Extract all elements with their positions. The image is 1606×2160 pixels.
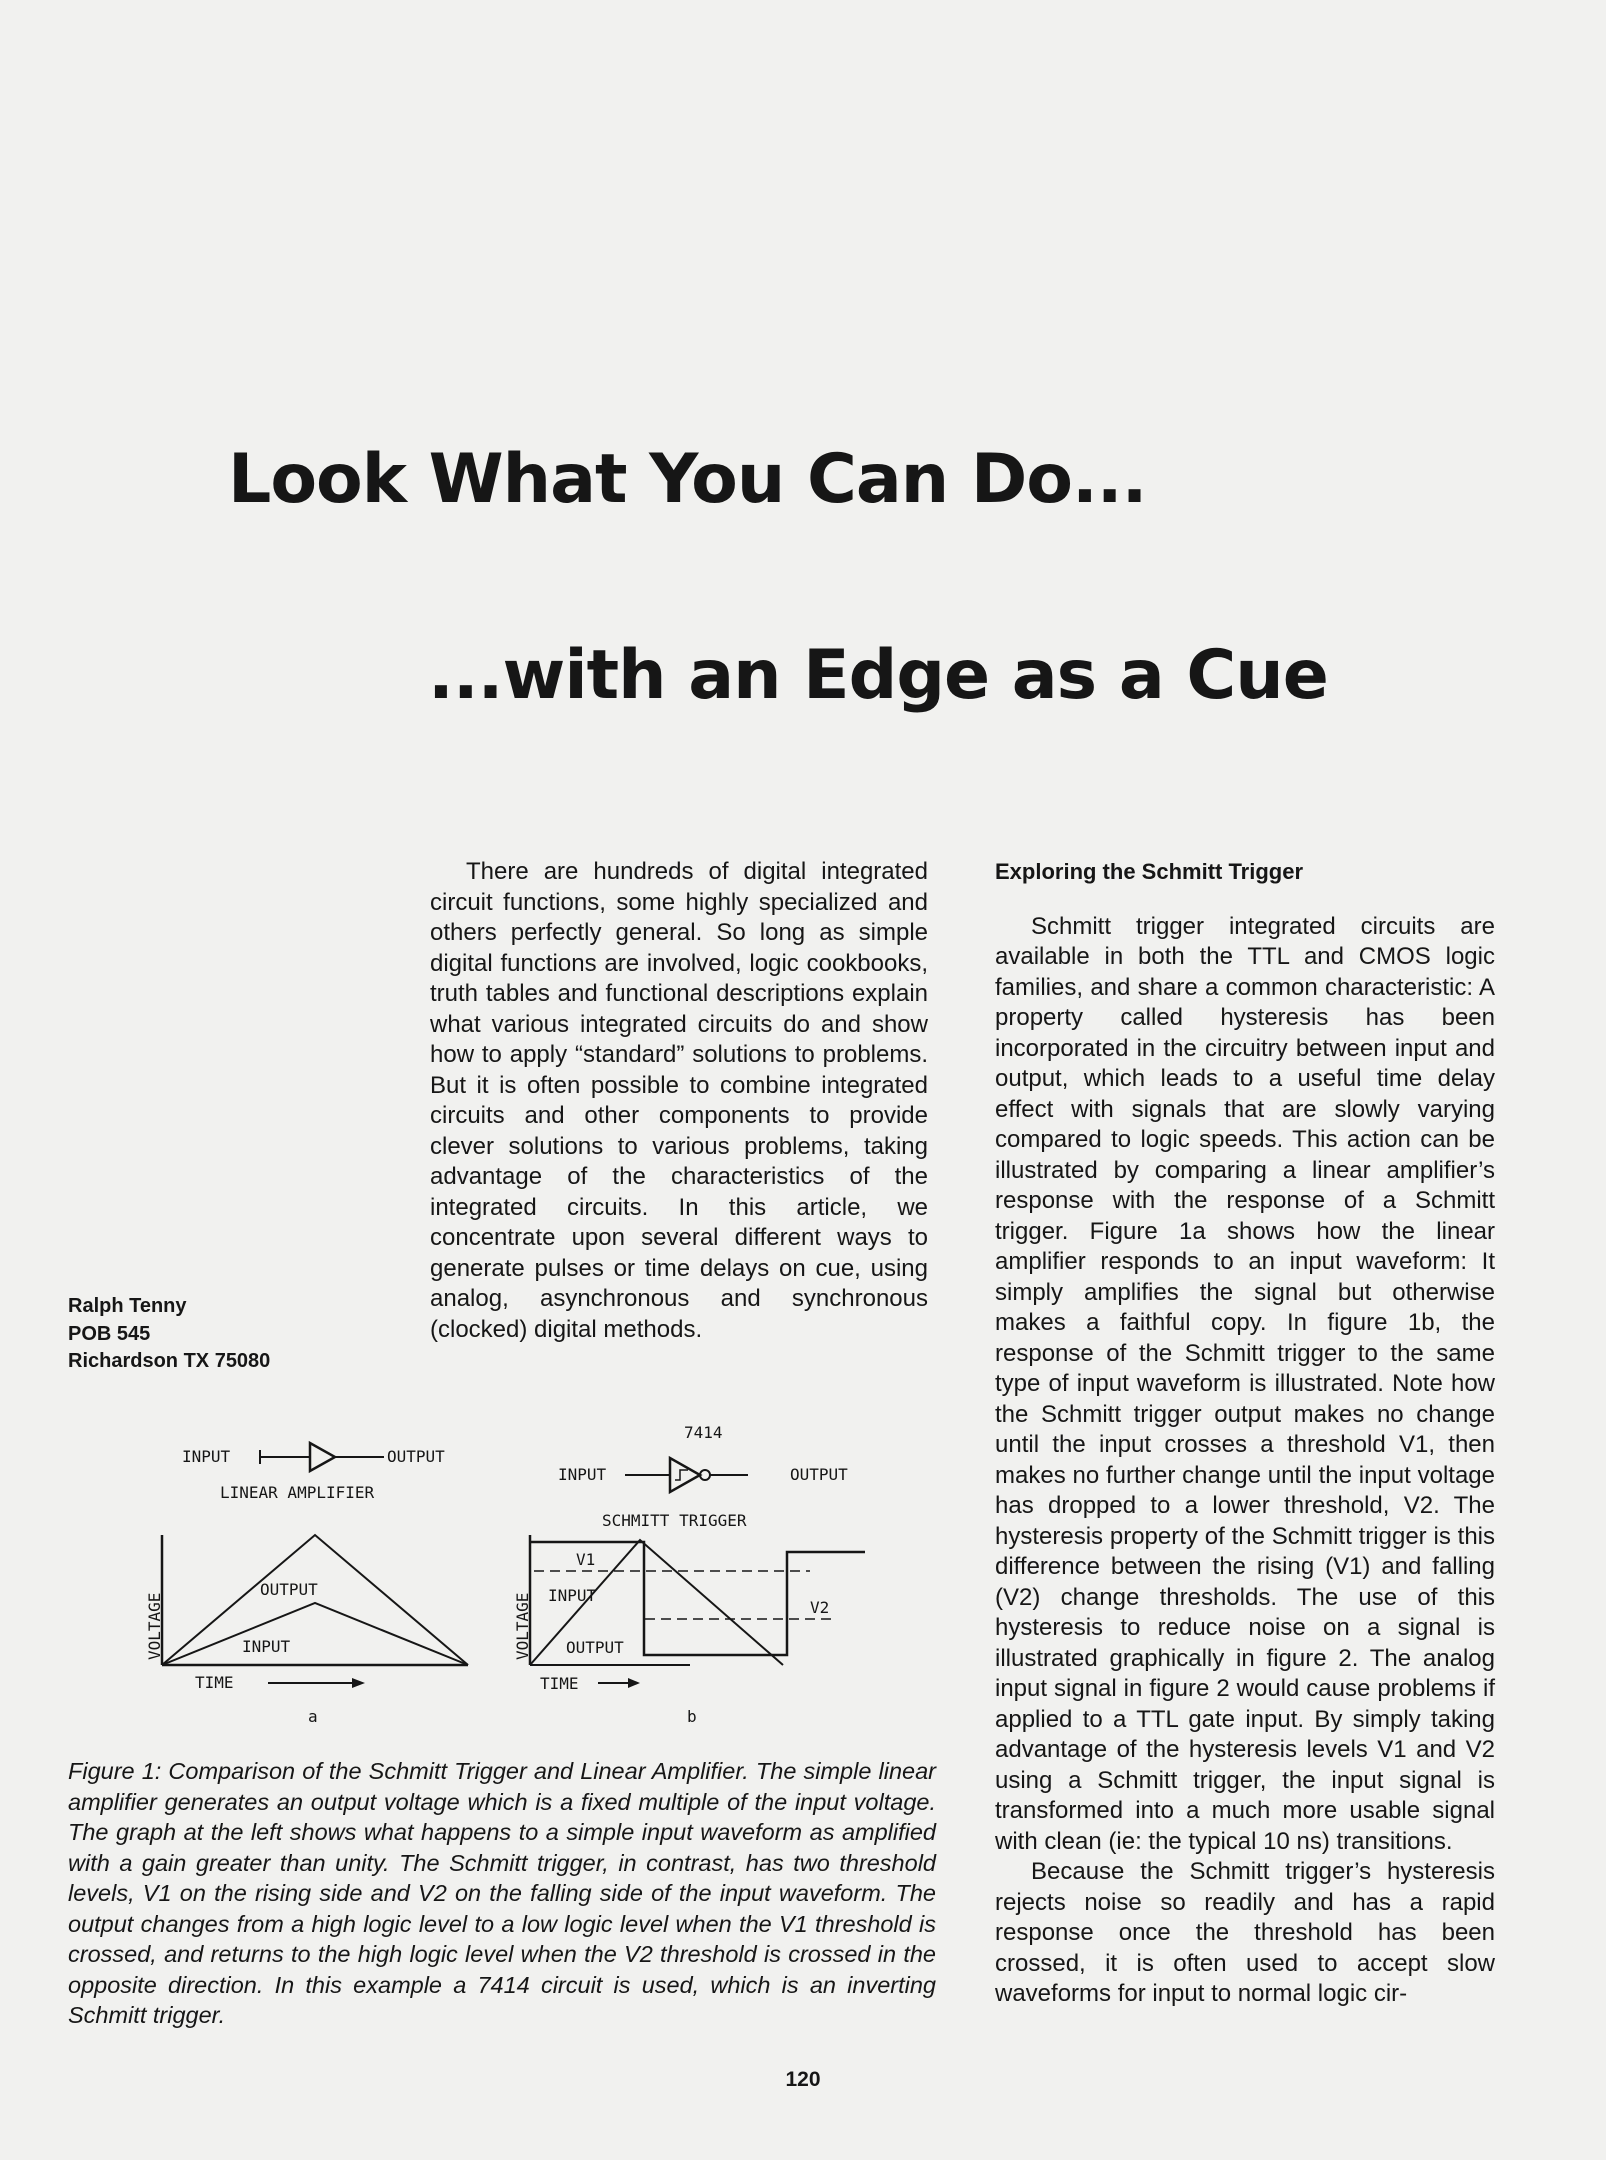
figure-1b-schmitt-trigger: [513, 1423, 865, 1726]
fig-a-output-label: OUTPUT: [387, 1447, 445, 1466]
page-number: 120: [785, 2068, 821, 2091]
author-city: Richardson TX 75080: [68, 1350, 271, 1372]
hysteresis-icon: [675, 1470, 688, 1480]
figure-caption: Figure 1: Comparison of the Schmitt Trigger and Linear Amplifier. The simple linear amplifier generates an output voltage which is a fixed multiple of the input voltage. The graph at the left shows what happens to a simple input waveform as amplified with a gain greater than unity. The Schmitt trigger, in contrast, has two threshold levels, V1 on the rising side and V2 on the falling side of the input waveform. The output changes from a high logic level to a low logic level when the V1 threshold is crossed, and returns to the high logic level when the V2 threshold is crossed in the opposite direction. In this example a 7414 circuit is used, which is an inverting Schmitt trigger.: [68, 1758, 936, 2028]
figure-1a-linear-amplifier: [145, 1443, 468, 1726]
author-name: Ralph Tenny: [68, 1295, 187, 1317]
fig-b-curve-output-label: OUTPUT: [566, 1638, 624, 1657]
fig-a-curve-output-label: OUTPUT: [260, 1580, 318, 1599]
right-column: [995, 857, 1495, 2010]
fig-a-input-label: INPUT: [182, 1447, 231, 1466]
fig-a-curve-input-label: INPUT: [242, 1637, 291, 1656]
fig-b-curve-input-label: INPUT: [548, 1586, 597, 1605]
section-heading: Exploring the Schmitt Trigger: [995, 859, 1304, 884]
intro-column: [430, 857, 928, 1345]
arrow-right-icon: [628, 1678, 640, 1688]
author-pob: POB 545: [68, 1322, 151, 1345]
fig-b-input-label: INPUT: [558, 1465, 607, 1484]
fig-b-x-label: TIME: [540, 1674, 579, 1693]
fig-a-input-waveform: [162, 1603, 468, 1665]
fig-b-y-label: VOLTAGE: [513, 1592, 532, 1660]
fig-b-part-label: 7414: [684, 1423, 723, 1442]
fig-a-x-label: TIME: [195, 1673, 234, 1692]
fig-b-panel-label: b: [687, 1707, 697, 1726]
section-paragraph-1: Schmitt trigger integrated circuits are available in both the TTL and CMOS logic families, and share a common characteristic: A property called hysteresis has been incorporated in the circuitry between input and output, which leads to a useful time delay effect with signals that are slowly varying compared to logic speeds. This action can be illustrated by comparing a linear amplifier’s response with the response of a Schmitt trigger. Figure 1a shows how the linear amplifier responds to an input waveform: It simply amplifies the signal but otherwise makes a faithful copy. In figure 1b, the response of the Schmitt trigger to the same type of input waveform is illustrated. Note how the Schmitt trigger output makes no change until the input crosses a threshold V1, then makes no further change until the input voltage has dropped to a lower threshold, V2. The hysteresis property of the Schmitt trigger is this difference between the rising (V1) and falling (V2) change thresholds. The use of this hysteresis to reduce noise on a signal is illustrated graphically in figure 2. The analog input signal in figure 2 would cause problems if applied to a TTL gate input. By simply taking advantage of the hysteresis levels V1 and V2 using a Schmitt trigger, the input signal is transformed into a much more usable signal with clean (ie: the typical 10 ns) transitions.: [995, 912, 1495, 1855]
author-block: [68, 1293, 270, 1376]
article-title: Look What You Can Do...: [228, 440, 1147, 519]
fig-a-y-label: VOLTAGE: [145, 1592, 164, 1660]
fig-b-output-label: OUTPUT: [790, 1465, 848, 1484]
arrow-right-icon: [352, 1678, 365, 1688]
fig-a-panel-label: a: [308, 1707, 318, 1726]
fig-a-title: LINEAR AMPLIFIER: [220, 1483, 375, 1502]
amplifier-symbol-icon: [310, 1443, 335, 1471]
schmitt-trigger-symbol-icon: [670, 1458, 700, 1492]
fig-b-title: SCHMITT TRIGGER: [602, 1511, 747, 1530]
fig-b-v2-label: V2: [810, 1598, 830, 1617]
section-paragraph-2: Because the Schmitt trigger’s hysteresis rejects noise so readily and has a rapid response once the threshold has been crossed, it is often used to accept slow waveforms for input to normal logic cir-: [995, 1858, 1495, 2007]
intro-paragraph: There are hundreds of digital integrated circuit functions, some highly specialized and others perfectly general. So long as simple digital functions are involved, logic cookbooks, truth tables and functional descriptions explain what various integrated circuits do and show how to apply “standard” solutions to problems. But it is often possible to combine integrated circuits and other components to provide clever solutions to various problems, taking advantage of the characteristics of the integrated circuits. In this article, we concentrate upon several different ways to generate pulses or time delays on cue, using analog, asynchronous and synchronous (clocked) digital methods.: [430, 858, 928, 1343]
figure-1: [120, 1410, 890, 1740]
fig-b-v1-label: V1: [576, 1550, 596, 1569]
article-subtitle: ...with an Edge as a Cue: [428, 636, 1328, 715]
